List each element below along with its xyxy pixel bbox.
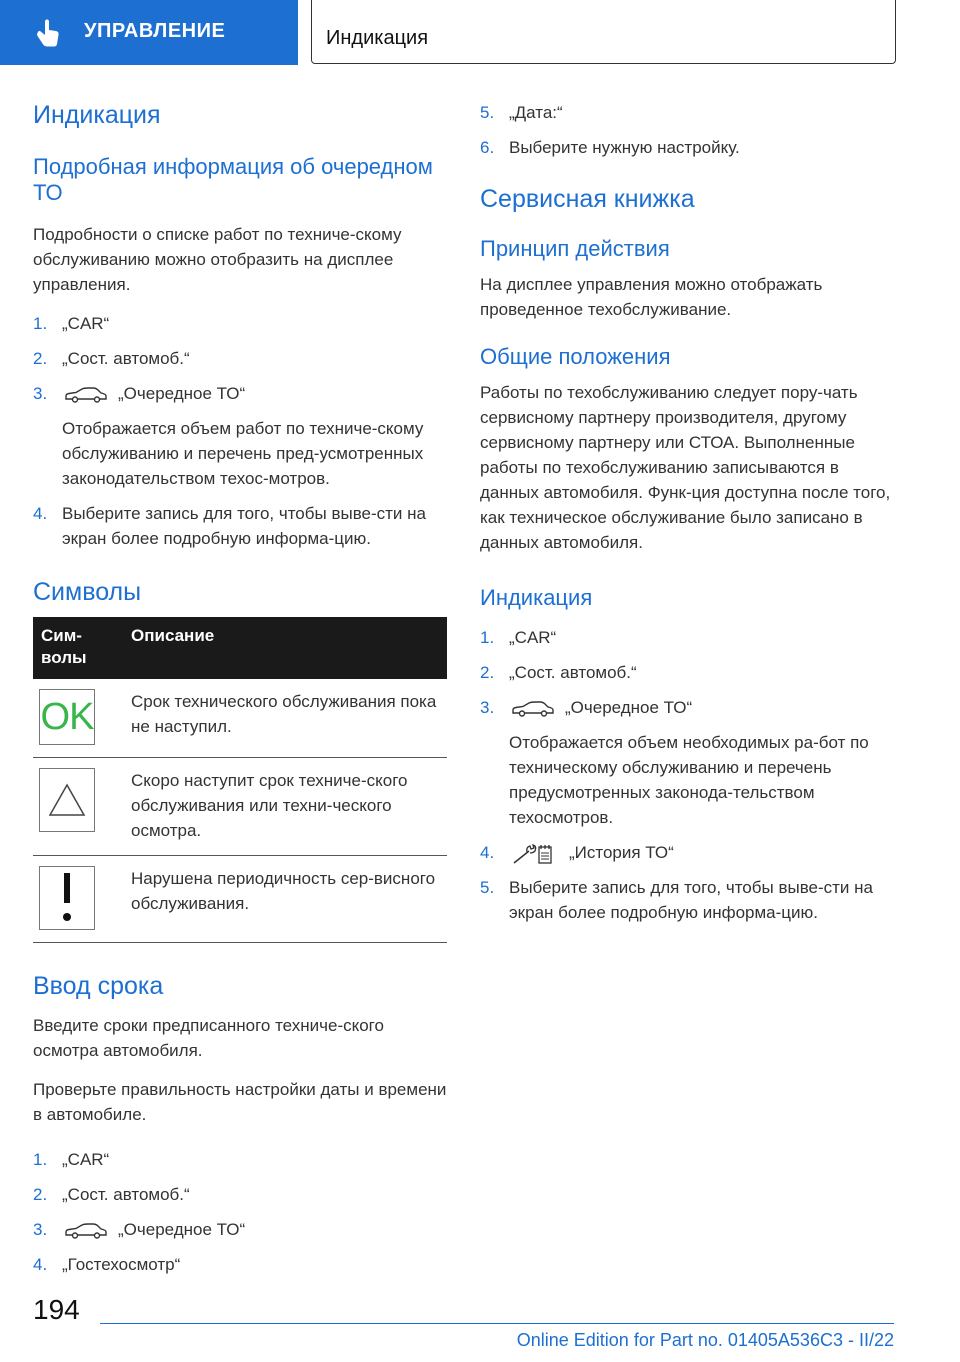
table-header-symbols: Сим-волы (33, 617, 123, 679)
list-item: 3. „Очередное ТО“ Отображается объем необходимых ра-бот по техническому обслуживанию и перечень предусмотренных законода-тельством техосмотров. (480, 698, 869, 827)
heading-display-right: Индикация (480, 585, 593, 610)
section-tab (0, 0, 298, 65)
heading-service-book: Сервисная книжка (480, 185, 695, 213)
exclamation-icon (39, 866, 95, 930)
list-item: 1. „CAR“ (480, 628, 557, 647)
list-item: 5. Выберите запись для того, чтобы выве-сти на экран более подробную информа-цию. (480, 878, 873, 922)
service-history-icon (511, 843, 559, 865)
list-item: 1. „CAR“ (33, 314, 110, 333)
steps-list-date (33, 1147, 447, 1277)
symbols-table (33, 617, 447, 943)
steps-list-service-book (480, 625, 894, 925)
heading-general: Общие положения (480, 344, 671, 369)
list-item: 4. Выберите запись для того, чтобы выве-сти на экран более подробную информа-цию. (33, 504, 426, 548)
heading-principle: Принцип действия (480, 236, 670, 261)
list-item: 2. „Сост. автомоб.“ (33, 1185, 190, 1204)
table-row: OK Срок технического обслуживания пока не наступил. (33, 679, 447, 758)
list-item: 6. Выберите нужную настройку. (480, 138, 740, 157)
car-icon (511, 701, 555, 717)
list-item: 5. „Дата:“ (480, 103, 563, 122)
chapter-title-box (311, 0, 896, 64)
paragraph-principle: На дисплее управления можно отображать проведенное техобслуживание. (480, 275, 823, 319)
right-column (480, 100, 894, 935)
hand-pointer-icon (34, 18, 62, 48)
list-item: 3. „Очередное ТО“ Отображается объем работ по техниче-скому обслуживанию и перечень пред-усмотренных законодательством техос-мотров. (33, 384, 424, 488)
car-icon (64, 387, 108, 403)
footer-divider (100, 1323, 894, 1324)
table-row: Скоро наступит срок техниче-ского обслуживания или техни-ческого осмотра. (33, 758, 447, 856)
page-number: 194 (33, 1294, 80, 1325)
list-item: 2. „Сост. автомоб.“ (33, 349, 190, 368)
heading-detail-info: Подробная информация об очередном ТО (33, 154, 433, 205)
chapter-title: Индикация (326, 27, 429, 49)
left-column (33, 100, 447, 1287)
paragraph-general: Работы по техобслуживанию следует пору-чать сервисному партнеру производителя, другому сервисному партнеру или СТОА. Выполненные работы по техобслуживанию записываются в данных автомобиля. Функ-ция доступна после того, как техническое обслуживание было записано в данных автомобиля. (480, 383, 891, 552)
steps-list-date-continued (480, 100, 894, 160)
warning-triangle-icon (39, 768, 95, 832)
table-header-description: Описание (123, 617, 447, 679)
heading-symbols: Символы (33, 578, 142, 606)
steps-list-detail (33, 311, 447, 551)
car-icon (64, 1223, 108, 1239)
edition-note: Online Edition for Part no. 01405A536C3 - II/22 (516, 1330, 894, 1350)
paragraph-date-2: Проверьте правильность настройки даты и времени в автомобиле. (33, 1080, 447, 1124)
list-item: 2. „Сост. автомоб.“ (480, 663, 637, 682)
list-item: 4. „Гостехосмотр“ (33, 1255, 181, 1274)
list-item: 1. „CAR“ (33, 1150, 110, 1169)
list-item: 3. „Очередное ТО“ (33, 1220, 246, 1239)
table-row: Нарушена периодичность сер-висного обслуживания. (33, 856, 447, 943)
heading-display: Индикация (33, 101, 161, 129)
ok-status-icon: OK (39, 689, 95, 745)
list-item: 4. „История ТО“ (480, 840, 894, 865)
paragraph-date-1: Введите сроки предписанного техниче-ского осмотра автомобиля. (33, 1016, 384, 1060)
section-name: УПРАВЛЕНИЕ (84, 20, 226, 42)
heading-date-entry: Ввод срока (33, 972, 164, 1000)
paragraph-detail: Подробности о списке работ по техниче-скому обслуживанию можно отобразить на дисплее управления. (33, 225, 402, 294)
